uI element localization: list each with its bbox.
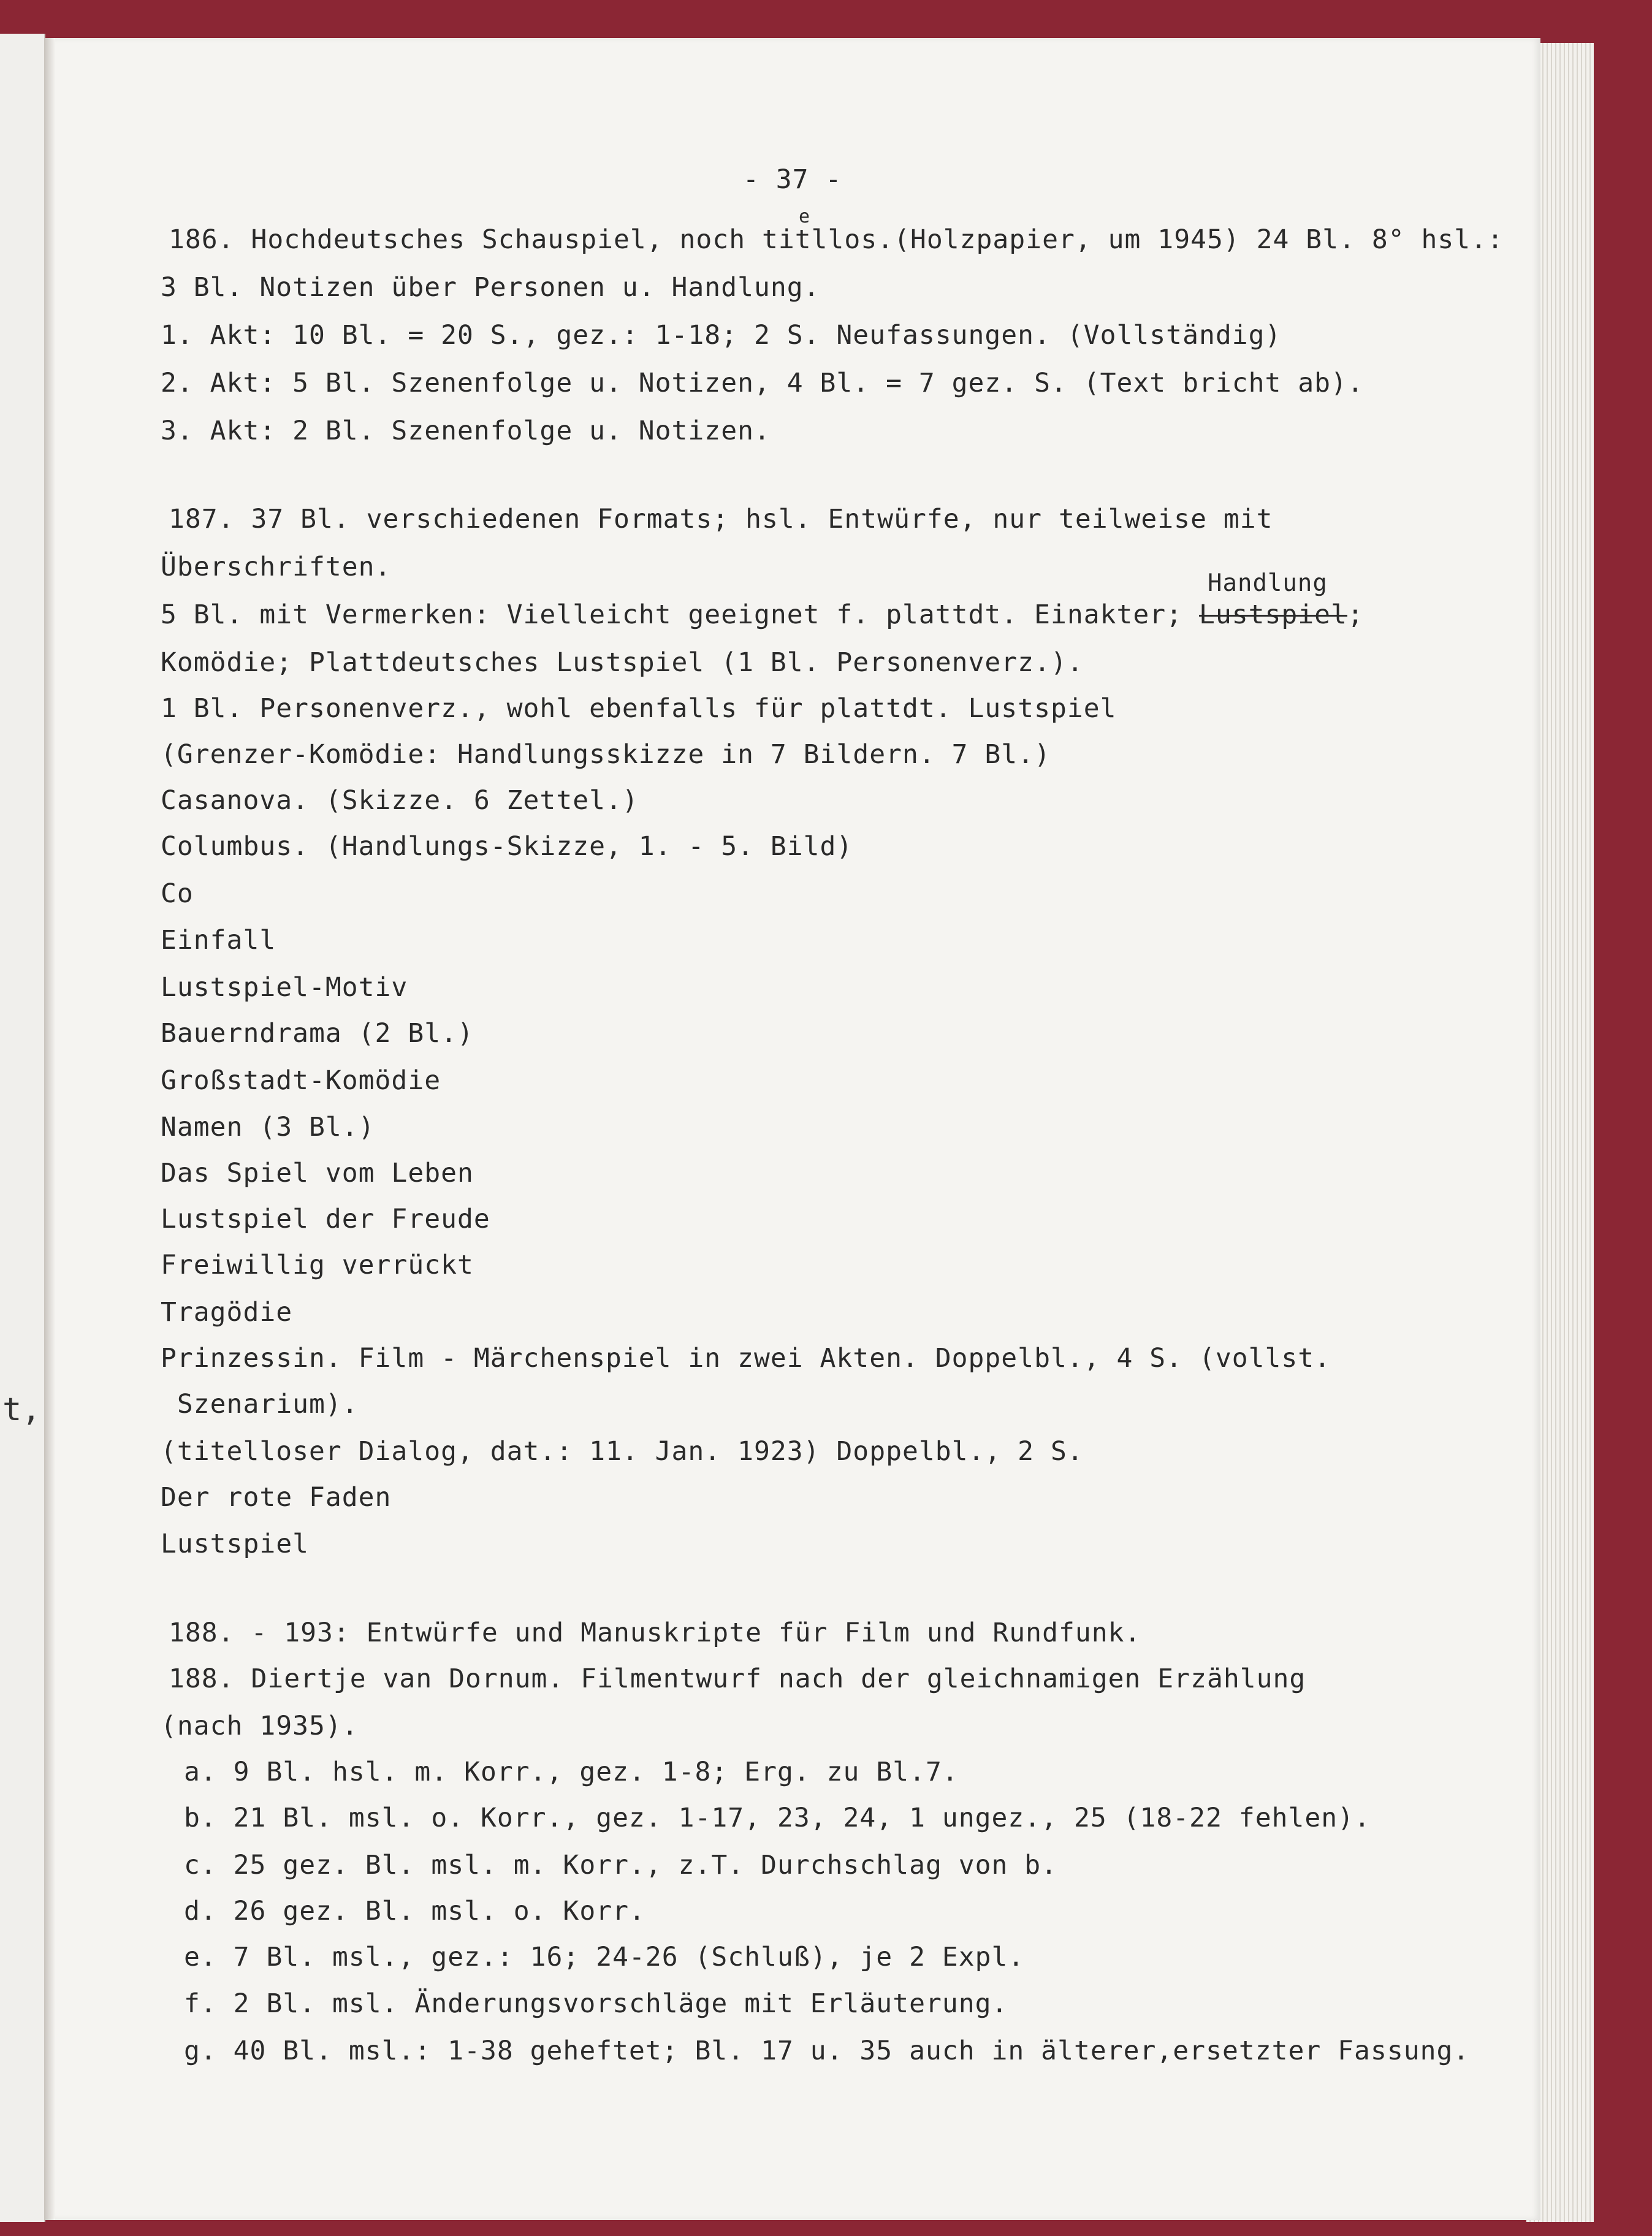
entry-186-heading-end: tllos.(Holzpapier, um 1945) 24 Bl. 8° hsl.: bbox=[794, 224, 1504, 255]
left-page-text-fragment: t, bbox=[2, 1391, 41, 1428]
entry-187-line bbox=[161, 599, 1364, 630]
entry-187-line: Der rote Faden bbox=[161, 1482, 392, 1513]
entry-187-line: Lustspiel der Freude bbox=[161, 1204, 490, 1234]
entry-187-line: Lustspiel-Motiv bbox=[161, 972, 408, 1003]
entry-187-line: Freiwillig verrückt bbox=[161, 1250, 474, 1280]
entry-187-line: (Grenzer-Komödie: Handlungsskizze in 7 Bildern. 7 Bl.) bbox=[161, 739, 1051, 770]
entry-187-line: 1 Bl. Personenverz., wohl ebenfalls für plattdt. Lustspiel bbox=[161, 693, 1117, 724]
entry-188-item: b. 21 Bl. msl. o. Korr., gez. 1-17, 23, 24, 1 ungez., 25 (18-22 fehlen). bbox=[184, 1803, 1371, 1833]
entry-186-heading-start: 186. Hochdeutsches Schauspiel, noch ti bbox=[169, 224, 795, 255]
entry-188-item: f. 2 Bl. msl. Änderungsvorschläge mit Erläuterung. bbox=[184, 1988, 1008, 2019]
entry-187-line: Großstadt-Komödie bbox=[161, 1065, 441, 1096]
entry-187-line: Lustspiel bbox=[161, 1529, 309, 1559]
section-188-193-heading: 188. - 193: Entwürfe und Manuskripte für Film und Rundfunk. bbox=[169, 1618, 1141, 1648]
entry-187-line: Namen (3 Bl.) bbox=[161, 1112, 375, 1143]
entry-187-line: Szenarium). bbox=[161, 1389, 359, 1420]
entry-187-line: Columbus. (Handlungs-Skizze, 1. - 5. Bild) bbox=[161, 831, 853, 862]
entry-187-line: Co bbox=[161, 878, 194, 909]
entry-187-line: Casanova. (Skizze. 6 Zettel.) bbox=[161, 785, 639, 816]
entry-188-item: g. 40 Bl. msl.: 1-38 geheftet; Bl. 17 u. 35 auch in älterer,ersetzter Fassung. bbox=[184, 2036, 1470, 2066]
entry-186-line: 1. Akt: 10 Bl. = 20 S., gez.: 1-18; 2 S. Neufassungen. (Vollständig) bbox=[161, 320, 1282, 351]
entry-187-line: Das Spiel vom Leben bbox=[161, 1158, 474, 1188]
entry-187-line: Komödie; Plattdeutsches Lustspiel (1 Bl. Personenverz.). bbox=[161, 647, 1084, 678]
page-number: - 37 - bbox=[743, 164, 842, 195]
entry-187-line: (titelloser Dialog, dat.: 11. Jan. 1923) Doppelbl., 2 S. bbox=[161, 1436, 1084, 1467]
correction-above-line: Handlung bbox=[1208, 569, 1328, 597]
entry-187-line: Prinzessin. Film - Märchenspiel in zwei Akten. Doppelbl., 4 S. (vollst. bbox=[161, 1343, 1331, 1374]
vermerke-text: 5 Bl. mit Vermerken: Vielleicht geeignet f. plattdt. Einakter; bbox=[161, 599, 1199, 630]
entry-188-heading: 188. Diertje van Dornum. Filmentwurf nach der gleichnamigen Erzählung bbox=[169, 1664, 1306, 1694]
entry-188-item: c. 25 gez. Bl. msl. m. Korr., z.T. Durchschlag von b. bbox=[184, 1850, 1058, 1880]
entry-188-item: d. 26 gez. Bl. msl. o. Korr. bbox=[184, 1896, 645, 1926]
vermerke-end: ; bbox=[1347, 599, 1364, 630]
entry-186-heading bbox=[169, 224, 1504, 255]
entry-186-line: 3. Akt: 2 Bl. Szenenfolge u. Notizen. bbox=[161, 416, 771, 446]
left-page-edge bbox=[0, 34, 45, 2222]
entry-186-line: 2. Akt: 5 Bl. Szenenfolge u. Notizen, 4 Bl. = 7 gez. S. (Text bricht ab). bbox=[161, 368, 1364, 398]
entry-187-heading: 187. 37 Bl. verschiedenen Formats; hsl. Entwürfe, nur teilweise mit bbox=[169, 504, 1273, 534]
entry-188-item: a. 9 Bl. hsl. m. Korr., gez. 1-8; Erg. zu Bl.7. bbox=[184, 1757, 959, 1787]
book-gutter bbox=[44, 38, 55, 2220]
struck-word: Lustspiel bbox=[1198, 599, 1347, 630]
entry-187-line: Tragödie bbox=[161, 1297, 293, 1328]
entry-187-line: Überschriften. bbox=[161, 552, 392, 582]
entry-187-line: Bauerndrama (2 Bl.) bbox=[161, 1018, 474, 1049]
entry-187-line: Einfall bbox=[161, 925, 276, 956]
entry-188-item: e. 7 Bl. msl., gez.: 16; 24-26 (Schluß), je 2 Expl. bbox=[184, 1942, 1025, 1972]
entry-188-line: (nach 1935). bbox=[161, 1711, 359, 1741]
handwritten-insert-e: e bbox=[799, 206, 810, 227]
entry-186-line: 3 Bl. Notizen über Personen u. Handlung. bbox=[161, 272, 820, 303]
